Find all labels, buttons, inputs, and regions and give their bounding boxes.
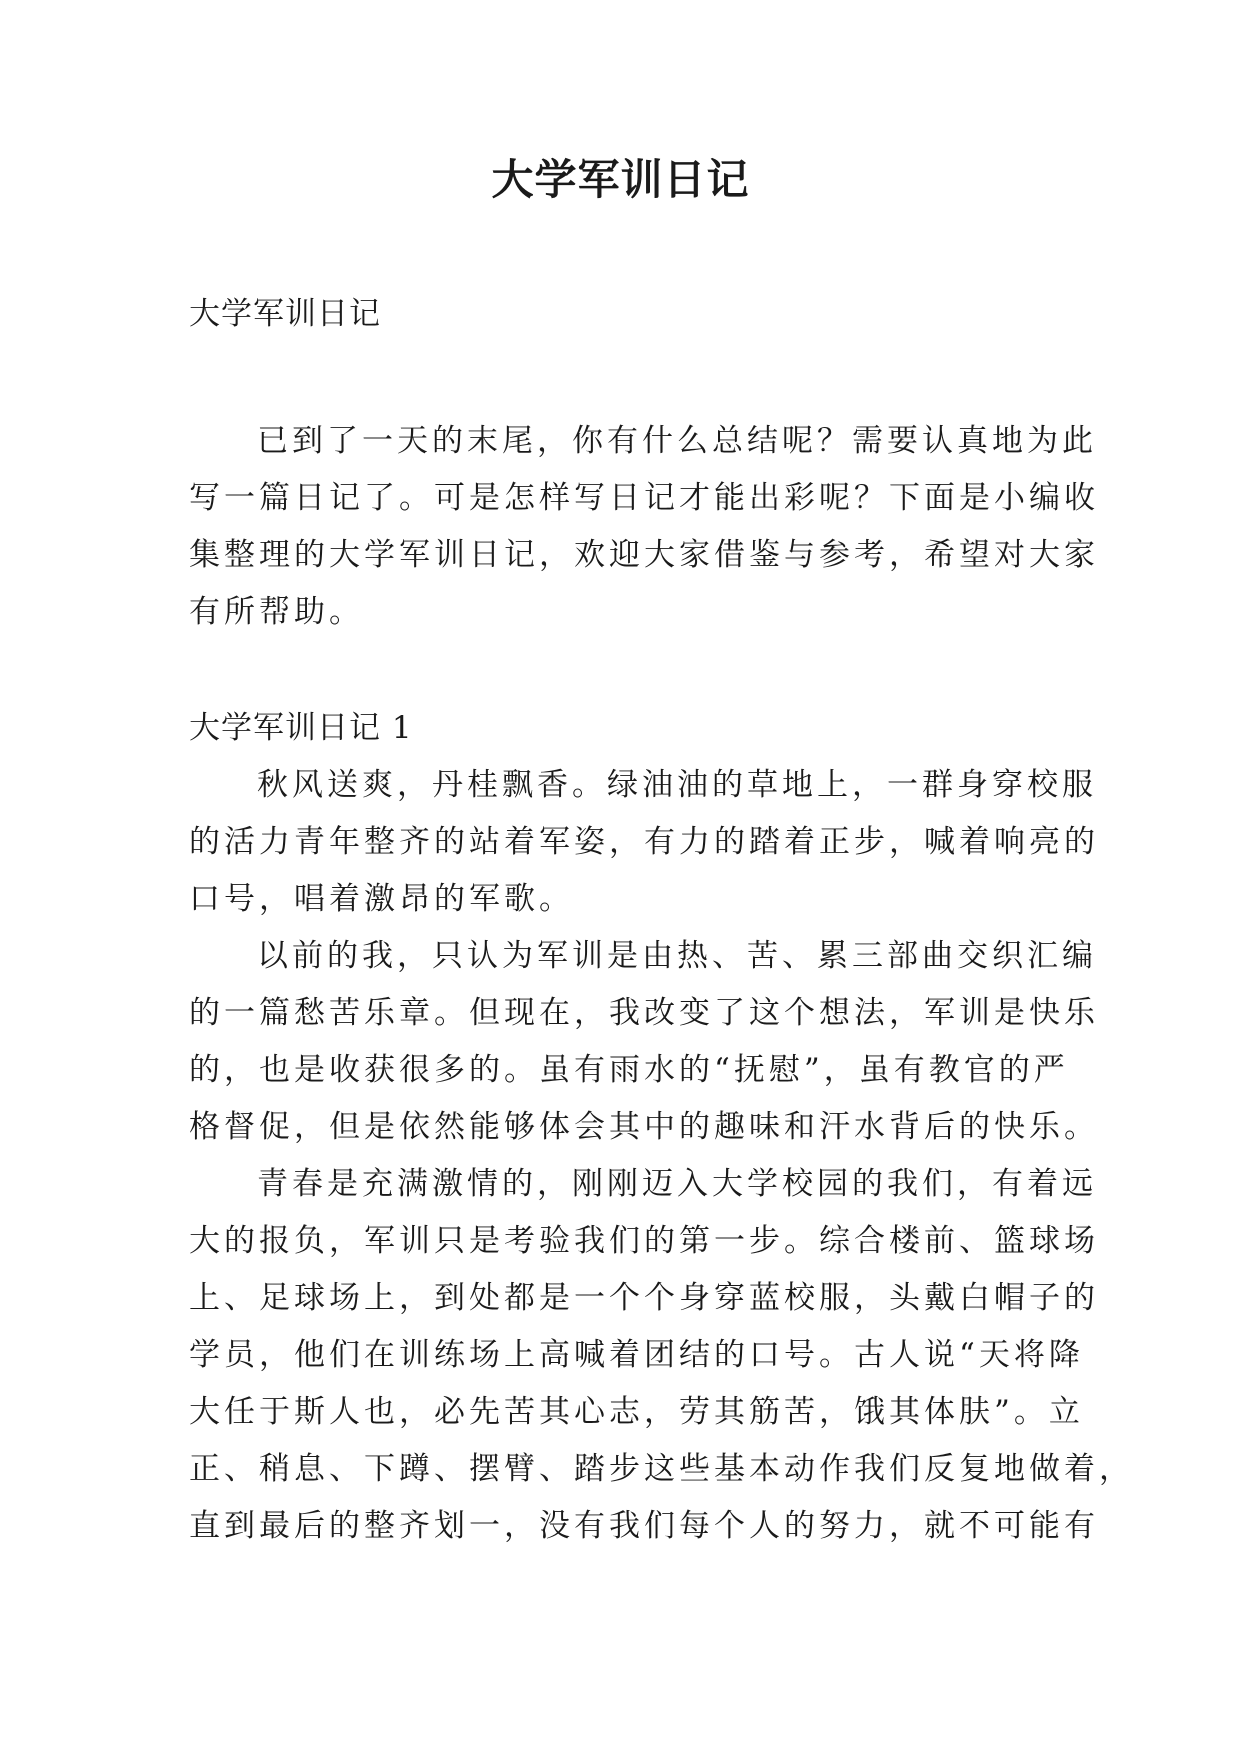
body-line: 大任于斯人也，必先苦其心志，劳其筋苦，饿其体肤”。立 [189,1394,1084,1430]
body-line: 上、足球场上，到处都是一个个身穿蓝校服，头戴白帽子的 [189,1280,1099,1316]
body-line: 秋风送爽，丹桂飘香。绿油油的草地上，一群身穿校服 [257,767,1097,803]
body-line: 的，也是收获很多的。虽有雨水的“抚慰”，虽有教官的严 [189,1052,1069,1088]
body-line: 的一篇愁苦乐章。但现在，我改变了这个想法，军训是快乐 [189,995,1099,1031]
body-line: 口号，唱着激昂的军歌。 [189,881,574,917]
spacer [189,343,1069,413]
intro-paragraph [189,413,1099,641]
section-heading: 大学军训日记 1 [189,710,413,746]
intro-line: 集整理的大学军训日记，欢迎大家借鉴与参考，希望对大家 [189,537,1099,573]
document-subtitle: 大学军训日记 [189,296,381,332]
spacer [189,641,1069,700]
intro-line: 有所帮助。 [189,594,364,630]
document-body [189,286,1134,1555]
section-paragraph-3 [189,1156,1134,1555]
body-line: 青春是充满激情的，刚刚迈入大学校园的我们，有着远 [257,1166,1097,1202]
body-line: 正、稍息、下蹲、摆臂、踏步这些基本动作我们反复地做着， [189,1451,1134,1487]
intro-line: 已到了一天的末尾，你有什么总结呢？需要认真地为此 [257,423,1097,459]
body-line: 直到最后的整齐划一，没有我们每个人的努力，就不可能有 [189,1508,1099,1544]
body-line: 的活力青年整齐的站着军姿，有力的踏着正步，喊着响亮的 [189,824,1099,860]
body-line: 大的报负，军训只是考验我们的第一步。综合楼前、篮球场 [189,1223,1099,1259]
section-paragraph-1 [189,757,1099,928]
body-line: 格督促，但是依然能够体会其中的趣味和汗水背后的快乐。 [189,1109,1099,1145]
document-title: 大学军训日记 [491,155,750,204]
body-line: 学员，他们在训练场上高喊着团结的口号。古人说“天将降 [189,1337,1084,1373]
intro-line: 写一篇日记了。可是怎样写日记才能出彩呢？下面是小编收 [189,480,1099,516]
body-line: 以前的我，只认为军训是由热、苦、累三部曲交织汇编 [257,938,1097,974]
section-paragraph-2 [189,928,1099,1156]
